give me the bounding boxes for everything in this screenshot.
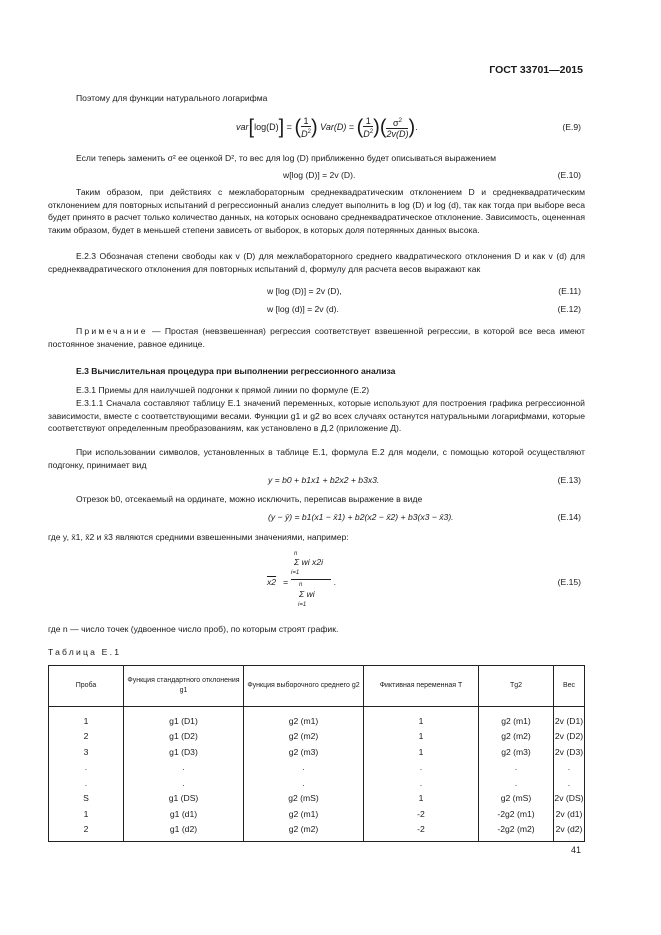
table-row: [49, 822, 585, 842]
table-cell: .: [364, 760, 479, 776]
table-cell: .: [49, 775, 124, 791]
table-cell: .: [364, 775, 479, 791]
sum-upper-limit: n: [294, 551, 298, 557]
var-symbol: var: [236, 122, 249, 132]
paragraph-n: где n — число точек (удвоенное число проб), по которым строят график.: [48, 624, 339, 634]
equation-e9: var[log(D)] = ( $\frac{1}{D^2}$ ) Var(D) = ( $\frac{1}{D^2}$ )( $\frac{\sigma^2}{2v(D)}$ ).: [236, 116, 418, 140]
note-text: — Простая (невзвешенная) регрессия соответствует взвешенной регрессии, в которой все веса имеют постоянное значение, равное единице.: [48, 326, 585, 349]
log-d: log(D): [254, 122, 279, 132]
table-cell: g2 (m3): [479, 744, 554, 760]
page-number: 41: [570, 845, 581, 855]
fraction-one-over-d2: $\frac{1}{D^2}$: [301, 116, 311, 140]
paragraph-symbols: При использовании символов, установленных в таблице E.1, формула E.2 для модели, с помощью которой осуществляют подгонку, принимает вид: [48, 447, 585, 470]
table-cell: g1 (d1): [124, 806, 244, 822]
col-header-sample: Проба: [49, 666, 124, 707]
intro-line: Поэтому для функции натурального логарифма: [76, 93, 268, 103]
table-cell: 2v (D1): [554, 707, 585, 729]
table-cell: g1 (d2): [124, 822, 244, 842]
denominator: Σ wi: [299, 589, 315, 599]
section-e3-title: E.3 Вычислительная процедура при выполнении регрессионного анализа: [76, 366, 396, 376]
table-cell: .: [49, 760, 124, 776]
table-cell: 2v (D2): [554, 729, 585, 745]
sum-upper-limit-2: n: [299, 582, 303, 588]
paragraph-where: где y, x̄1, x̄2 и x̄3 являются средними взвешенными значениями, например:: [48, 532, 349, 542]
x2-bar: x2: [267, 577, 277, 587]
fraction-bar: [291, 579, 331, 580]
eq-number-e11: (E.11): [558, 286, 581, 296]
equation-e14: (y − ȳ) = b1(x1 − x̄1) + b2(x2 − x̄2) + b3(x3 − x̄3).: [268, 512, 454, 522]
table-row: [49, 729, 585, 745]
table-row: [49, 775, 585, 791]
table-cell: g2 (m2): [244, 729, 364, 745]
equation-e10: w[log (D)] = 2v (D).: [283, 170, 356, 180]
equation-e11: w [log (D)] = 2v (D),: [267, 286, 342, 296]
col-header-g1: Функция стандартного отклонения g1: [124, 666, 244, 707]
table-cell: g1 (D1): [124, 707, 244, 729]
table-cell: .: [554, 775, 585, 791]
fraction-sigma2-over-2vd: $\frac{\sigma^2}{2v(D)}$: [386, 118, 409, 140]
eq-number-e12: (E.12): [557, 304, 581, 314]
equals-sign-2: =: [348, 122, 355, 132]
table-cell: g2 (m2): [244, 822, 364, 842]
table-cell: 2: [49, 729, 124, 745]
table-row: [49, 744, 585, 760]
col-header-g2: Функция выборочного среднего g2: [244, 666, 364, 707]
table-cell: 2v (D3): [554, 744, 585, 760]
table-e1: [48, 665, 585, 842]
table-cell: .: [244, 775, 364, 791]
col-header-t: Фиктивная переменная T: [364, 666, 479, 707]
table-cell: 2v (d2): [554, 822, 585, 842]
paragraph-e3-1-1: E.3.1.1 Сначала составляют таблицу E.1 значений переменных, которые используют для построения графика регрессионной зависимости, вместе с соответствующими весами. Функции g1 и g2 во всех случаях останутся натуральными логарифмами, которые соответствуют определенным преобразованиям, как установлено в Д.2 (приложение Д).: [48, 398, 585, 434]
table-row: [49, 791, 585, 807]
paragraph-thus: Таким образом, при действиях с межлабораторным среднеквадратическим отклонением D и среднеквадратическим отклонением для повторных испытаний d регрессионный анализ следует выполнить в log (D) и log (d), так как тогда при выборе веса будет принято в расчет только количество данных, на которых основано среднеквадратическое отклонение. Зависимость, оцененная таким образом, будет в меньшей степени зависеть от выборок, в которых доля потерянных данных высока.: [48, 187, 585, 236]
note-label: Примечание: [76, 326, 148, 336]
table-caption: Таблица E.1: [48, 647, 122, 657]
table-cell: g1 (DS): [124, 791, 244, 807]
eq-number-e14: (E.14): [557, 512, 581, 522]
paragraph-b0: Отрезок b0, отсекаемый на ординате, можно исключить, переписав выражение в виде: [76, 494, 423, 504]
fraction-one-over-d2-b: $\frac{1}{D^2}$: [363, 116, 374, 140]
equation-e12: w [log (d)] = 2v (d).: [267, 304, 339, 314]
table-cell: -2: [364, 806, 479, 822]
table-cell: 1: [364, 791, 479, 807]
sum-lower-limit-2: i=1: [298, 602, 307, 608]
table-cell: S: [49, 791, 124, 807]
eq-number-e13: (E.13): [557, 475, 581, 485]
table-cell: g1 (D2): [124, 729, 244, 745]
paragraph-replace: Если теперь заменить σ² ее оценкой D², то вес для log (D) приближенно будет описываться выражением: [76, 153, 496, 163]
table-cell: .: [244, 760, 364, 776]
note-paragraph: [48, 325, 585, 350]
table-cell: 3: [49, 744, 124, 760]
table-cell: 1: [49, 707, 124, 729]
table-cell: g2 (mS): [479, 791, 554, 807]
eq-number-e10: (E.10): [557, 170, 581, 180]
table-cell: .: [124, 760, 244, 776]
table-row: [49, 806, 585, 822]
table-cell: -2g2 (m2): [479, 822, 554, 842]
table-cell: 2v (d1): [554, 806, 585, 822]
table-cell: 1: [364, 744, 479, 760]
table-cell: g2 (m3): [244, 744, 364, 760]
equation-e13: y = b0 + b1x1 + b2x2 + b3x3.: [268, 475, 380, 485]
table-cell: .: [479, 760, 554, 776]
paragraph-e2-3: E.2.3 Обозначая степени свободы как v (D) для межлабораторного среднего квадратического отклонения D и как v (d) для среднеквадратического отклонения для повторных испытаний d, формулу для расчета весов выражают как: [48, 251, 585, 274]
table-cell: .: [124, 775, 244, 791]
table-cell: 2: [49, 822, 124, 842]
table-cell: g2 (m2): [479, 729, 554, 745]
table-cell: .: [554, 760, 585, 776]
eq-number-e15: (E.15): [557, 577, 581, 587]
col-header-tg2: Tg2: [479, 666, 554, 707]
table-cell: -2g2 (m1): [479, 806, 554, 822]
table-row: [49, 707, 585, 729]
equals-sign: =: [286, 122, 292, 132]
table-cell: -2: [364, 822, 479, 842]
numerator: Σ wi x2i: [294, 557, 324, 567]
table-row: [49, 760, 585, 776]
table-cell: g2 (m1): [479, 707, 554, 729]
col-header-weight: Вес: [554, 666, 585, 707]
table-cell: 1: [49, 806, 124, 822]
table-cell: 1: [364, 729, 479, 745]
paragraph-e3-1: E.3.1 Приемы для наилучшей подгонки к прямой линии по формуле (E.2): [76, 385, 370, 395]
document-id: ГОСТ 33701—2015: [489, 64, 583, 76]
table-cell: .: [479, 775, 554, 791]
table-cell: g2 (mS): [244, 791, 364, 807]
table-cell: 1: [364, 707, 479, 729]
table-cell: 2v (DS): [554, 791, 585, 807]
eq-number-e9: (E.9): [562, 122, 581, 132]
table-cell: g2 (m1): [244, 707, 364, 729]
table-cell: g1 (D3): [124, 744, 244, 760]
table-cell: g2 (m1): [244, 806, 364, 822]
sum-lower-limit: i=1: [291, 570, 300, 576]
var-d: Var(D): [320, 122, 347, 132]
